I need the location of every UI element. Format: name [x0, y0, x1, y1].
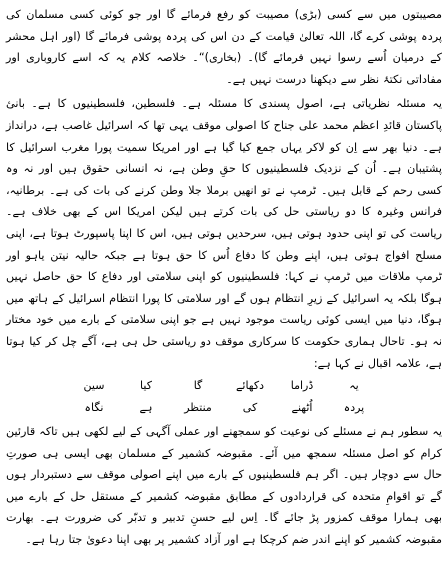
poem-word: اُٹھنے: [291, 401, 313, 415]
poem-word: گا: [193, 379, 203, 393]
poem-word: پردہ: [343, 401, 365, 415]
poem-word: کیا: [140, 379, 152, 393]
poem-word: ڈراما: [290, 379, 314, 393]
poem-word: یہ: [349, 379, 359, 393]
poem-word: کی: [242, 401, 258, 415]
poem-line-1: [6, 375, 442, 397]
paragraph-2: یہ مسئلہ نظریاتی ہے، اصول پسندی کا مسئلہ ہے۔ فلسطین، فلسطینیوں کا ہے۔ بانیٔ پاکستان قائدِ اعظم محمد علی جناح کا اصولی موقف یہی تھا کہ اسرائیل غاصب ہے، درانداز ہے۔ دنیا بھر سے اِن کو لاکر یہاں جمع کیا گیا ہے اور امریکا سمیت پورا مغرب اسرائیل کا پشتیبان ہے۔ اُن کے نزدیک فلسطینیوں کا حقِ وطن ہے، نہ انسانی حقوق ہیں اور نہ وہ کسی رحم کے قابل ہیں۔ ٹرمپ نے تو انھیں برملا جلا وطن کرنے کی بات کی ہے۔ برطانیہ، فرانس وغیرہ کا دو ریاستی حل کی بات کرتے ہیں لیکن امریکا اس کے بھی خلاف ہے۔ ریاست کی تو اپنی حدود ہوتی ہیں، سرحدیں ہوتی ہیں، اس کا اپنا پاسپورٹ ہوتا ہے، اپنی مسلح افواج ہوتی ہیں، اپنے وطن کا دفاع اُس کا حق ہوتا ہے جبکہ حالیہ نیتن یاہو اور ٹرمپ ملاقات میں ٹرمپ نے کہا: فلسطینیوں کو اپنی سلامتی اور دفاع کا حق حاصل نہیں ہوگا بلکہ یہ اسرائیل کے زیرِ انتظام ہوں گے اور سلامتی کا پورا انتظام اسرائیل کے ہاتھ میں ہوگا، دنیا میں ایسی کوئی ریاست موجود نہیں ہے جو اپنی سلامتی کے بارے میں خود مختار نہ ہو۔ تاحال ہماری حکومت کا سرکاری موقف دو ریاستی حل ہی ہے، آگے چل کر کیا ہوتا ہے، علامہ اقبال نے کہا ہے:: [6, 97, 442, 370]
paragraph-3: یہ سطور ہم نے مسئلے کی نوعیت کو سمجھنے اور عملی آگہی کے لیے لکھی ہیں تاکہ قارئین کرام کو اصل مسئلہ سمجھ میں آئے۔ مقبوضہ کشمیر کے مسلمان بھی ایسی ہی صورتِ حال سے دوچار ہیں۔ اگر ہم فلسطینیوں کے بارے میں اپنے اصولی موقف سے دستبردار ہوں گے تو اقوامِ متحدہ کی قراردادوں کے مطابق مقبوضہ کشمیر کے مستقل حل کے بارے میں بھی ہمارا موقف کمزور پڑ جائے گا۔ اِس لیے حسنِ تدبیر و تدبّر کی ضرورت ہے۔ بھارت مقبوضہ کشمیر کو اپنے اندر ضم کرچکا ہے اور آزاد کشمیر پر بھی اپنا دعویٰ جتا رہا ہے۔: [6, 425, 442, 547]
poem-line-2: [6, 397, 442, 419]
poem-couplet: [6, 375, 442, 419]
poem-word: دکھائے: [235, 379, 265, 393]
poem-word: منتظر: [184, 401, 212, 415]
poem-word: سین: [83, 379, 105, 393]
poem-word: نگاہ: [84, 401, 104, 415]
paragraph-1: مصیبتوں میں سے کسی (بڑی) مصیبت کو رفع فرمائے گا اور جو کوئی کسی مسلمان کی پردہ پوشی کرے گا، اللہ تعالیٰ قیامت کے دن اس کی پردہ پوشی فرمائے گا (اور اہل محشر کے درمیان اُسے رسوا نہیں فرمائے گا)۔ (بخاری)“۔ خلاصہ کلام یہ کہ اسے کاروباری اور مفاداتی نکتۂ نظر سے دیکھنا درست نہیں ہے۔: [6, 8, 442, 86]
poem-word: ہے: [139, 401, 153, 415]
